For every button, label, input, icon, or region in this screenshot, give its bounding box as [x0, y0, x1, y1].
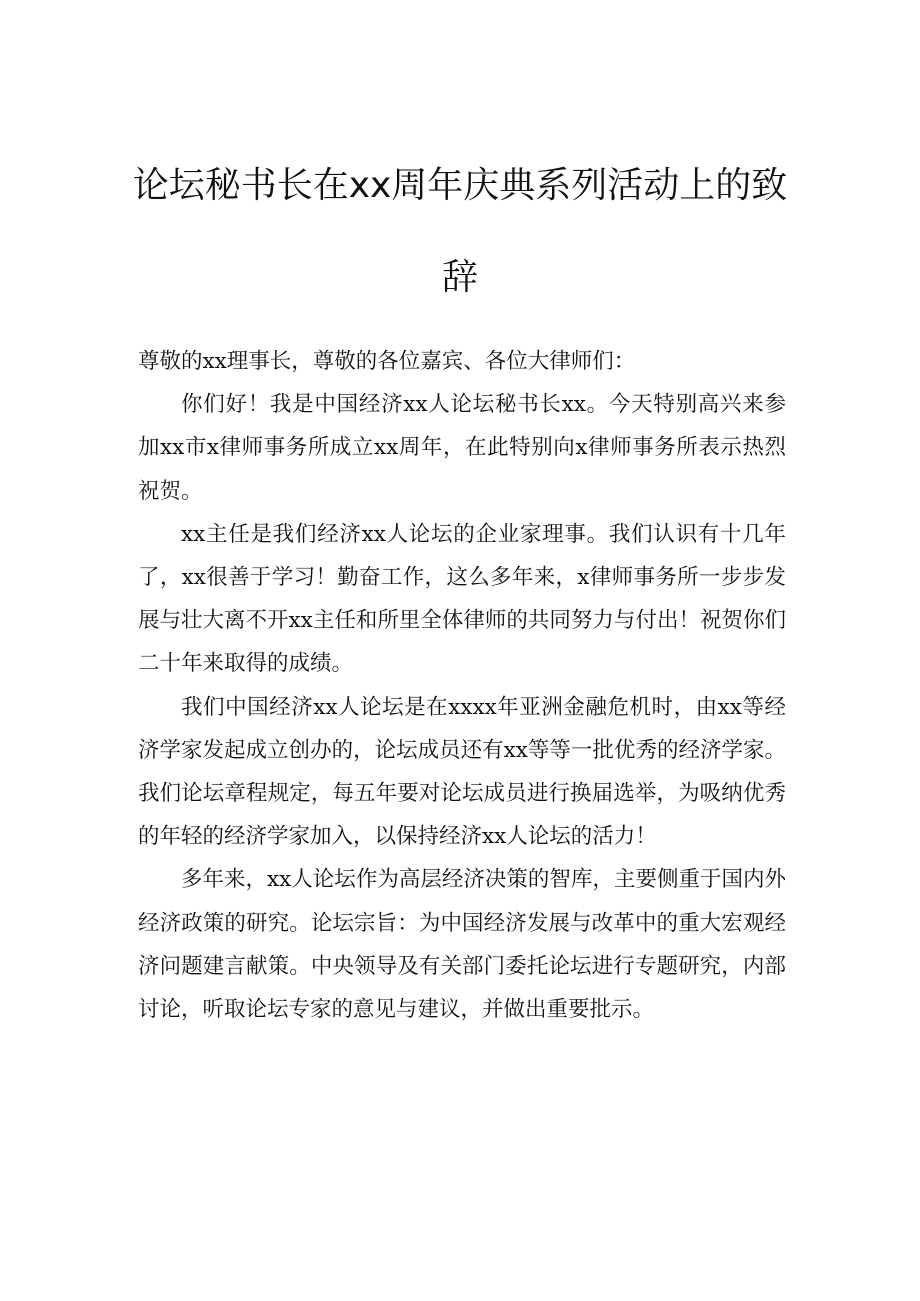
paragraph-4: 多年来，xx人论坛作为高层经济决策的智库，主要侧重于国内外经济政策的研究。论坛宗旨：为中国经济发展与改革中的重大宏观经济问题建言献策。中央领导及有关部门委托论坛进行专题研究，内部讨论，听取论坛专家的意见与建议，并做出重要批示。: [138, 867, 786, 1023]
document-title: 论坛秘书长在xx周年庆典系列活动上的致辞: [132, 165, 788, 298]
paragraph-1: 你们好！我是中国经济xx人论坛秘书长xx。今天特别高兴来参加xx市x律师事务所成立xx周年，在此特别向x律师事务所表示热烈祝贺。: [138, 392, 786, 504]
paragraph-2: xx主任是我们经济xx人论坛的企业家理事。我们认识有十几年了，xx很善于学习！勤奋工作，这么多年来，x律师事务所一步步发展与壮大离不开xx主任和所里全体律师的共同努力与付出！祝贺你们二十年来取得的成绩。: [138, 521, 786, 677]
paragraph-3: 我们中国经济xx人论坛是在xxxx年亚洲金融危机时，由xx等经济学家发起成立创办的，论坛成员还有xx等等一批优秀的经济学家。我们论坛章程规定，每五年要对论坛成员进行换届选举，为吸纳优秀的年轻的经济学家加入，以保持经济xx人论坛的活力！: [138, 694, 786, 850]
document-body: [138, 340, 786, 1031]
greeting-line: 尊敬的xx理事长，尊敬的各位嘉宾、各位大律师们：: [138, 349, 636, 374]
